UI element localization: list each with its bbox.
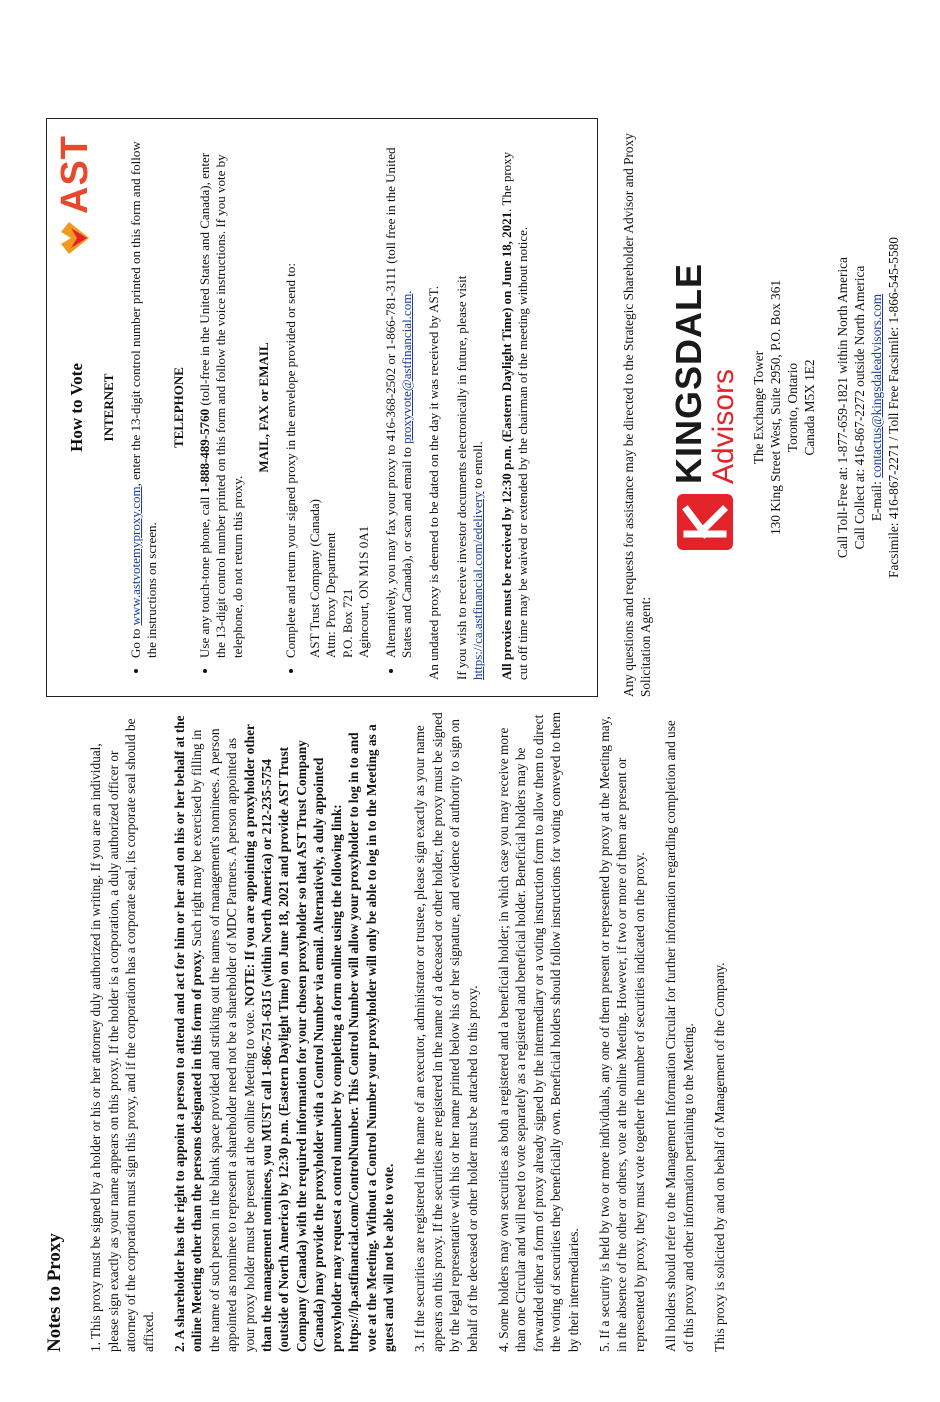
contact-intro: Any questions and requests for assistance may be directed to the Strategic Shareholder Advisor and Proxy Solicitation Agent: [621, 133, 653, 697]
note-6: All holders should refer to the Management Information Circular for further information regarding completion and use of this proxy and other information pertaining to the Meeting. [663, 720, 696, 1352]
notes-title: Notes to Proxy [44, 1233, 65, 1352]
mail-text: Complete and return your signed proxy in the envelope provided or send to: [282, 263, 298, 658]
telephone-pre: Use any touch-tone phone, call [197, 493, 213, 658]
internet-link[interactable]: www.astvotemyproxy.com [127, 486, 143, 626]
contact-section [620, 118, 902, 697]
note-7: This proxy is solicited by and on behalf of Management of the Company. [712, 962, 727, 1352]
ast-address-line: AST Trust Company (Canada) [307, 498, 323, 658]
ast-address-line: Attn: Proxy Department [323, 532, 339, 658]
mail-list [283, 135, 416, 680]
edelivery-pre: If you wish to receive investor documents electronically in future, please visit [453, 275, 469, 680]
notes-section [46, 712, 742, 1352]
facsimile: Facsimile: 416-867-2271 / Toll Free Facsimile: 1-866-545-5580 [886, 237, 901, 578]
telephone-post: (toll-free in the United States and Canada), enter the 13-digit control number printed on this form and follow the voice instructions. If you vote by telephone, do not return this proxy. [197, 152, 245, 658]
note-4: 4. Some holders may own securities as both a registered and a beneficial holder; in which case you may receive more than one Circular and will need to vote separately as a registered and beneficial holder. Beneficial holders may be forwarded either a form of proxy already signed by the intermediary or a voting instruction form to allow them to direct the voting of securities they beneficially own. Beneficial holders should follow instructions for voting conveyed to them by their intermediaries. [495, 712, 581, 1352]
telephone-list [197, 135, 246, 680]
edelivery-link[interactable]: https://ca.astfinancial.com/edelivery [470, 491, 486, 680]
fax-post: . [399, 290, 415, 294]
deadline-bold: All proxies must be received by 12:30 p.m. (Eastern Daylight Time) on June 18, 2021 [498, 211, 514, 680]
ast-address-line: Agincourt, ON M1S 0A1 [356, 525, 372, 658]
note-2-bold-intro: 2. A shareholder has the right to appoint a person to attend and act for him or her and on his or her behalf at the online Meeting other than the persons designated in this form of proxy. [172, 715, 205, 1352]
ast-logo-text: AST [53, 135, 96, 214]
telephone-instructions [197, 135, 246, 658]
ast-logo-icon [59, 220, 91, 256]
internet-heading: INTERNET [101, 373, 117, 442]
mail-heading: MAIL, FAX or EMAIL [256, 342, 272, 473]
fax-instructions [383, 135, 416, 658]
deadline-note [499, 135, 532, 680]
note-1: 1. This proxy must be signed by a holder or his or her attorney duly authorized in writing. If you are an individual, please sign exactly as your name appears on this proxy. If the holder is a corporation, a duly authorized officer or attorney of the corporation must sign this proxy, and if the corporation has a corporate seal, its corporate seal should be affixed. [88, 718, 156, 1352]
kingsdale-address-line: Toronto, Ontario [785, 362, 800, 453]
email-label: E-mail: [869, 477, 884, 522]
note-2 [171, 712, 397, 1352]
note-2-bold-note: NOTE: If you are appointing a proxyholder other than the management nominees, you MUST call 1-866-751-6315 (within North America) or 212-235-5754 (outside of North America) by 12:30 p.m. (Eastern Daylight Time) on June 18, 2021 and provide AST Trust Company (Canada) with the required information for your chosen proxyholder so that AST Trust Company (Canada) may provide the proxyholder with a Control Number via email. Alternatively, a duly appointed proxyholder may request a control number by completing a form online using the following link: https://lp.astfinancial.com/ControlNumber. This Control Number will allow your proxyholder to log in to and vote at the Meeting. Without a Control Number your proxyholder will only be able to log in to the Meeting as a guest and will not be able to vote. [241, 724, 396, 1352]
kingsdale-address [750, 118, 818, 697]
internet-post: , enter the 13-digit control number printed on this form and follow the instructions on screen. [127, 141, 160, 658]
ast-logo [53, 135, 96, 256]
undated-note: An undated proxy is deemed to be dated on the day it was received by AST. [425, 286, 441, 680]
internet-list [128, 135, 161, 680]
note-2-text: Such right may be exercised by filling in the name of such person in the blank space provided and striking out the names of management's nominees. A person appointed as nominee to represent a shareholder need not be a shareholder of MDC Partners. A person appointed as your proxy holder must be present at the online Meeting to vote. [189, 728, 257, 1352]
internet-instructions [128, 135, 161, 658]
kingsdale-contacts [834, 118, 902, 697]
ast-address-line: P.O. Box 721 [339, 588, 355, 658]
vote-title: How to Vote [67, 363, 86, 452]
note-5: 5. If a security is held by two or more individuals, any one of them present or represented by proxy at the Meeting may, in the absence of the other or others, vote at the online Meeting. However, if two or more of them are present or represented by proxy, they must vote together the number of securities indicated on the proxy. [596, 716, 647, 1352]
how-to-vote-box [46, 118, 598, 697]
proxyvote-email-link[interactable]: proxyvote@astfinancial.com [399, 293, 415, 444]
internet-pre: Go to [127, 625, 143, 658]
call-collect: Call Collect at: 416-867-2272 outside North America [852, 265, 867, 550]
kingsdale-name: KINGSDALE [668, 263, 709, 485]
fax-pre: Alternatively, you may fax your proxy to 416-368-2502 or 1-866-781-3111 (toll free in the United States and Canada), or scan and email to [382, 147, 415, 658]
kingsdale-address-line: The Exchange Tower [751, 350, 766, 465]
edelivery-note [454, 135, 487, 680]
note-3: 3. If the securities are registered in the name of an executor, administrator or trustee, please sign exactly as your name appears on this proxy. If the securities are registered in the name of a deceased or other holder, the proxy must be signed by the legal representative with his or her name printed below his or her signature, and evidence of authority to sign on behalf of the deceased or other holder must be attached to this proxy. [412, 712, 480, 1352]
ast-address [307, 135, 373, 658]
kingsdale-address-line: Canada M5X 1E2 [802, 359, 817, 456]
telephone-heading: TELEPHONE [170, 367, 186, 448]
kingsdale-address-line: 130 King Street West, Suite 2950, P.O. Box 361 [768, 279, 783, 536]
kingsdale-logo-icon [675, 492, 735, 552]
mail-instructions [283, 135, 373, 658]
telephone-number: 1-888-489-5760 [197, 408, 213, 494]
email-line [868, 118, 885, 697]
kingsdale-logo [670, 118, 740, 697]
deadline-post: . The proxy cut off time may be waived or extended by the chairman of the meeting without notice. [498, 151, 531, 680]
edelivery-post: to enroll. [470, 441, 486, 492]
email-link[interactable]: contactus@kingsdaleadvisors.com [869, 293, 884, 478]
toll-free: Call Toll-Free at: 1-877-659-1821 within North America [835, 257, 850, 558]
kingsdale-sub: Advisors [707, 368, 740, 485]
